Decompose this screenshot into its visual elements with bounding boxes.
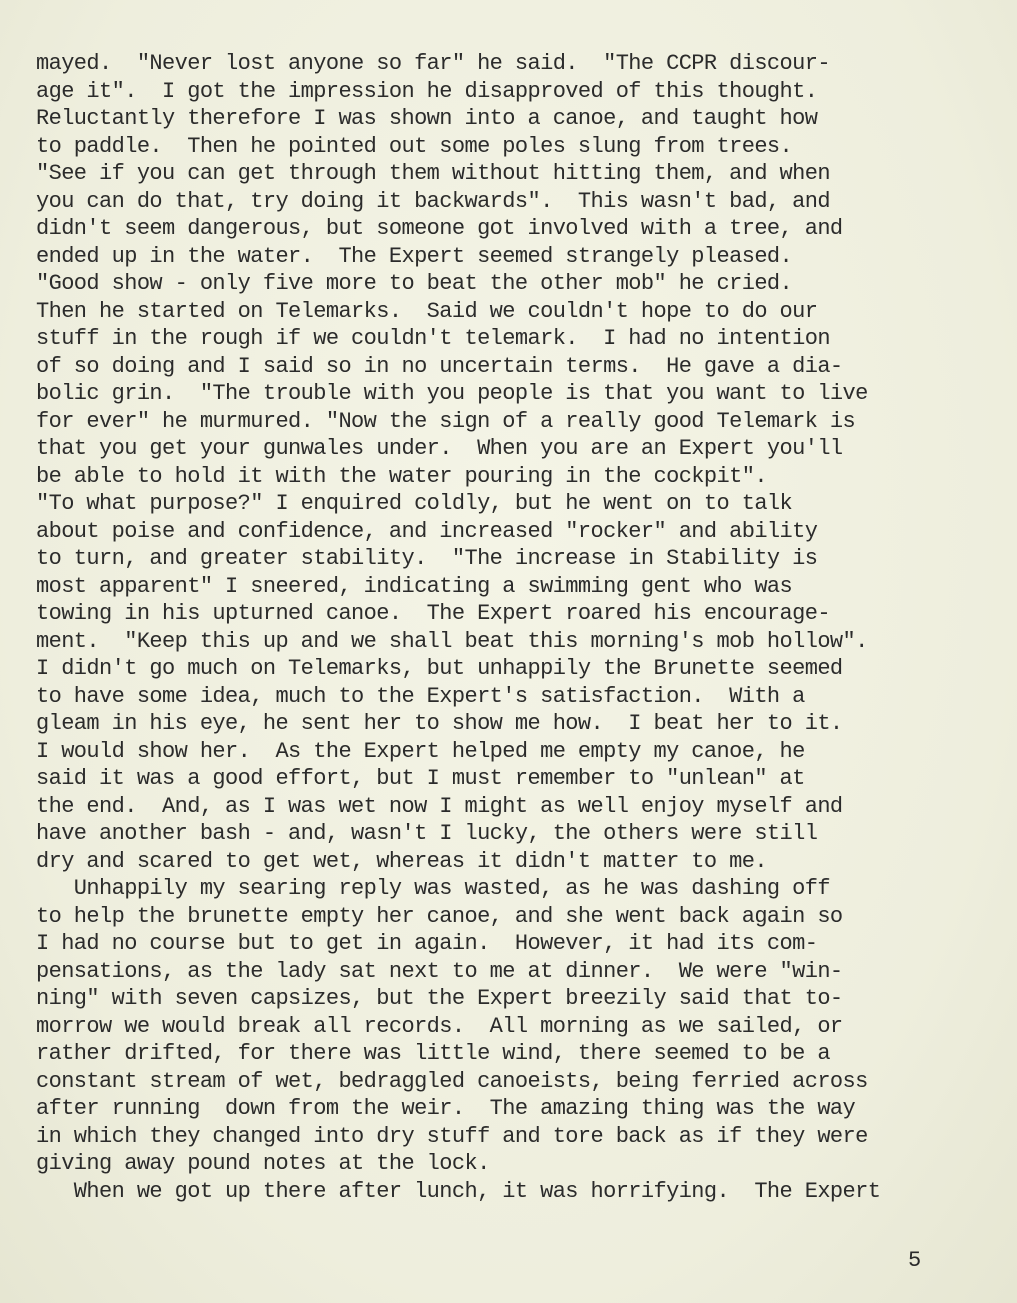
text-line: stuff in the rough if we couldn't telemark. I had no intention [36, 326, 830, 351]
text-line: bolic grin. "The trouble with you people is that you want to live [36, 381, 868, 406]
text-line: "Good show - only five more to beat the other mob" he cried. [36, 271, 793, 296]
text-line: giving away pound notes at the lock. [36, 1151, 490, 1176]
text-line: Then he started on Telemarks. Said we couldn't hope to do our [36, 298, 818, 324]
text-line: I would show her. As the Expert helped me empty my canoe, he [36, 738, 805, 764]
text-line: to turn, and greater stability. "The increase in Stability is [36, 546, 818, 571]
text-line: have another bash - and, wasn't I lucky, the others were still [36, 821, 818, 846]
text-line: "See if you can get through them without hitting them, and when [36, 161, 830, 186]
text-line: ning" with seven capsizes, but the Expert breezily said that to- [36, 986, 843, 1011]
text-line: age it". I got the impression he disapproved of this thought. [36, 78, 818, 104]
text-line: in which they changed into dry stuff and tore back as if they were [36, 1123, 868, 1149]
text-line: When we got up there after lunch, it was horrifying. The Expert [36, 1178, 881, 1204]
text-line: dry and scared to get wet, whereas it didn't matter to me. [36, 848, 767, 874]
text-line: you can do that, try doing it backwards". This wasn't bad, and [36, 188, 830, 214]
text-line: rather drifted, for there was little wind, there seemed to be a [36, 1041, 830, 1066]
text-line: about poise and confidence, and increased "rocker" and ability [36, 518, 818, 544]
text-line: that you get your gunwales under. When you are an Expert you'll [36, 436, 843, 461]
text-line: ended up in the water. The Expert seemed strangely pleased. [36, 243, 793, 269]
text-line: ment. "Keep this up and we shall beat this morning's mob hollow". [36, 628, 868, 654]
text-line: be able to hold it with the water pouring in the cockpit". [36, 463, 767, 489]
text-line: pensations, as the lady sat next to me at dinner. We were "win- [36, 958, 843, 984]
text-line: to have some idea, much to the Expert's satisfaction. With a [36, 683, 805, 709]
text-line: towing in his upturned canoe. The Expert roared his encourage- [36, 601, 830, 626]
text-line: constant stream of wet, bedraggled canoeists, being ferried across [36, 1068, 868, 1094]
text-line: for ever" he murmured. "Now the sign of a really good Telemark is [36, 408, 856, 434]
text-line: "To what purpose?" I enquired coldly, but he went on to talk [36, 491, 793, 516]
text-line: to paddle. Then he pointed out some poles slung from trees. [36, 133, 793, 159]
text-line: morrow we would break all records. All morning as we sailed, or [36, 1013, 843, 1039]
text-line: gleam in his eye, he sent her to show me how. I beat her to it. [36, 711, 843, 736]
text-line: Unhappily my searing reply was wasted, as he was dashing off [36, 876, 830, 901]
text-line: to help the brunette empty her canoe, and she went back again so [36, 903, 843, 929]
text-line: I didn't go much on Telemarks, but unhappily the Brunette seemed [36, 656, 843, 681]
text-line: of so doing and I said so in no uncertain terms. He gave a dia- [36, 353, 843, 379]
body-text [36, 50, 996, 1205]
text-line: after running down from the weir. The amazing thing was the way [36, 1096, 856, 1121]
text-line: mayed. "Never lost anyone so far" he said. "The CCPR discour- [36, 51, 830, 76]
text-line: said it was a good effort, but I must remember to "unlean" at [36, 766, 805, 791]
page-number: 5 [908, 1248, 922, 1273]
text-line: Reluctantly therefore I was shown into a canoe, and taught how [36, 106, 818, 131]
text-line: the end. And, as I was wet now I might as well enjoy myself and [36, 793, 843, 819]
text-line: I had no course but to get in again. However, it had its com- [36, 931, 818, 956]
text-line: most apparent" I sneered, indicating a swimming gent who was [36, 573, 793, 599]
text-line: didn't seem dangerous, but someone got involved with a tree, and [36, 216, 843, 241]
